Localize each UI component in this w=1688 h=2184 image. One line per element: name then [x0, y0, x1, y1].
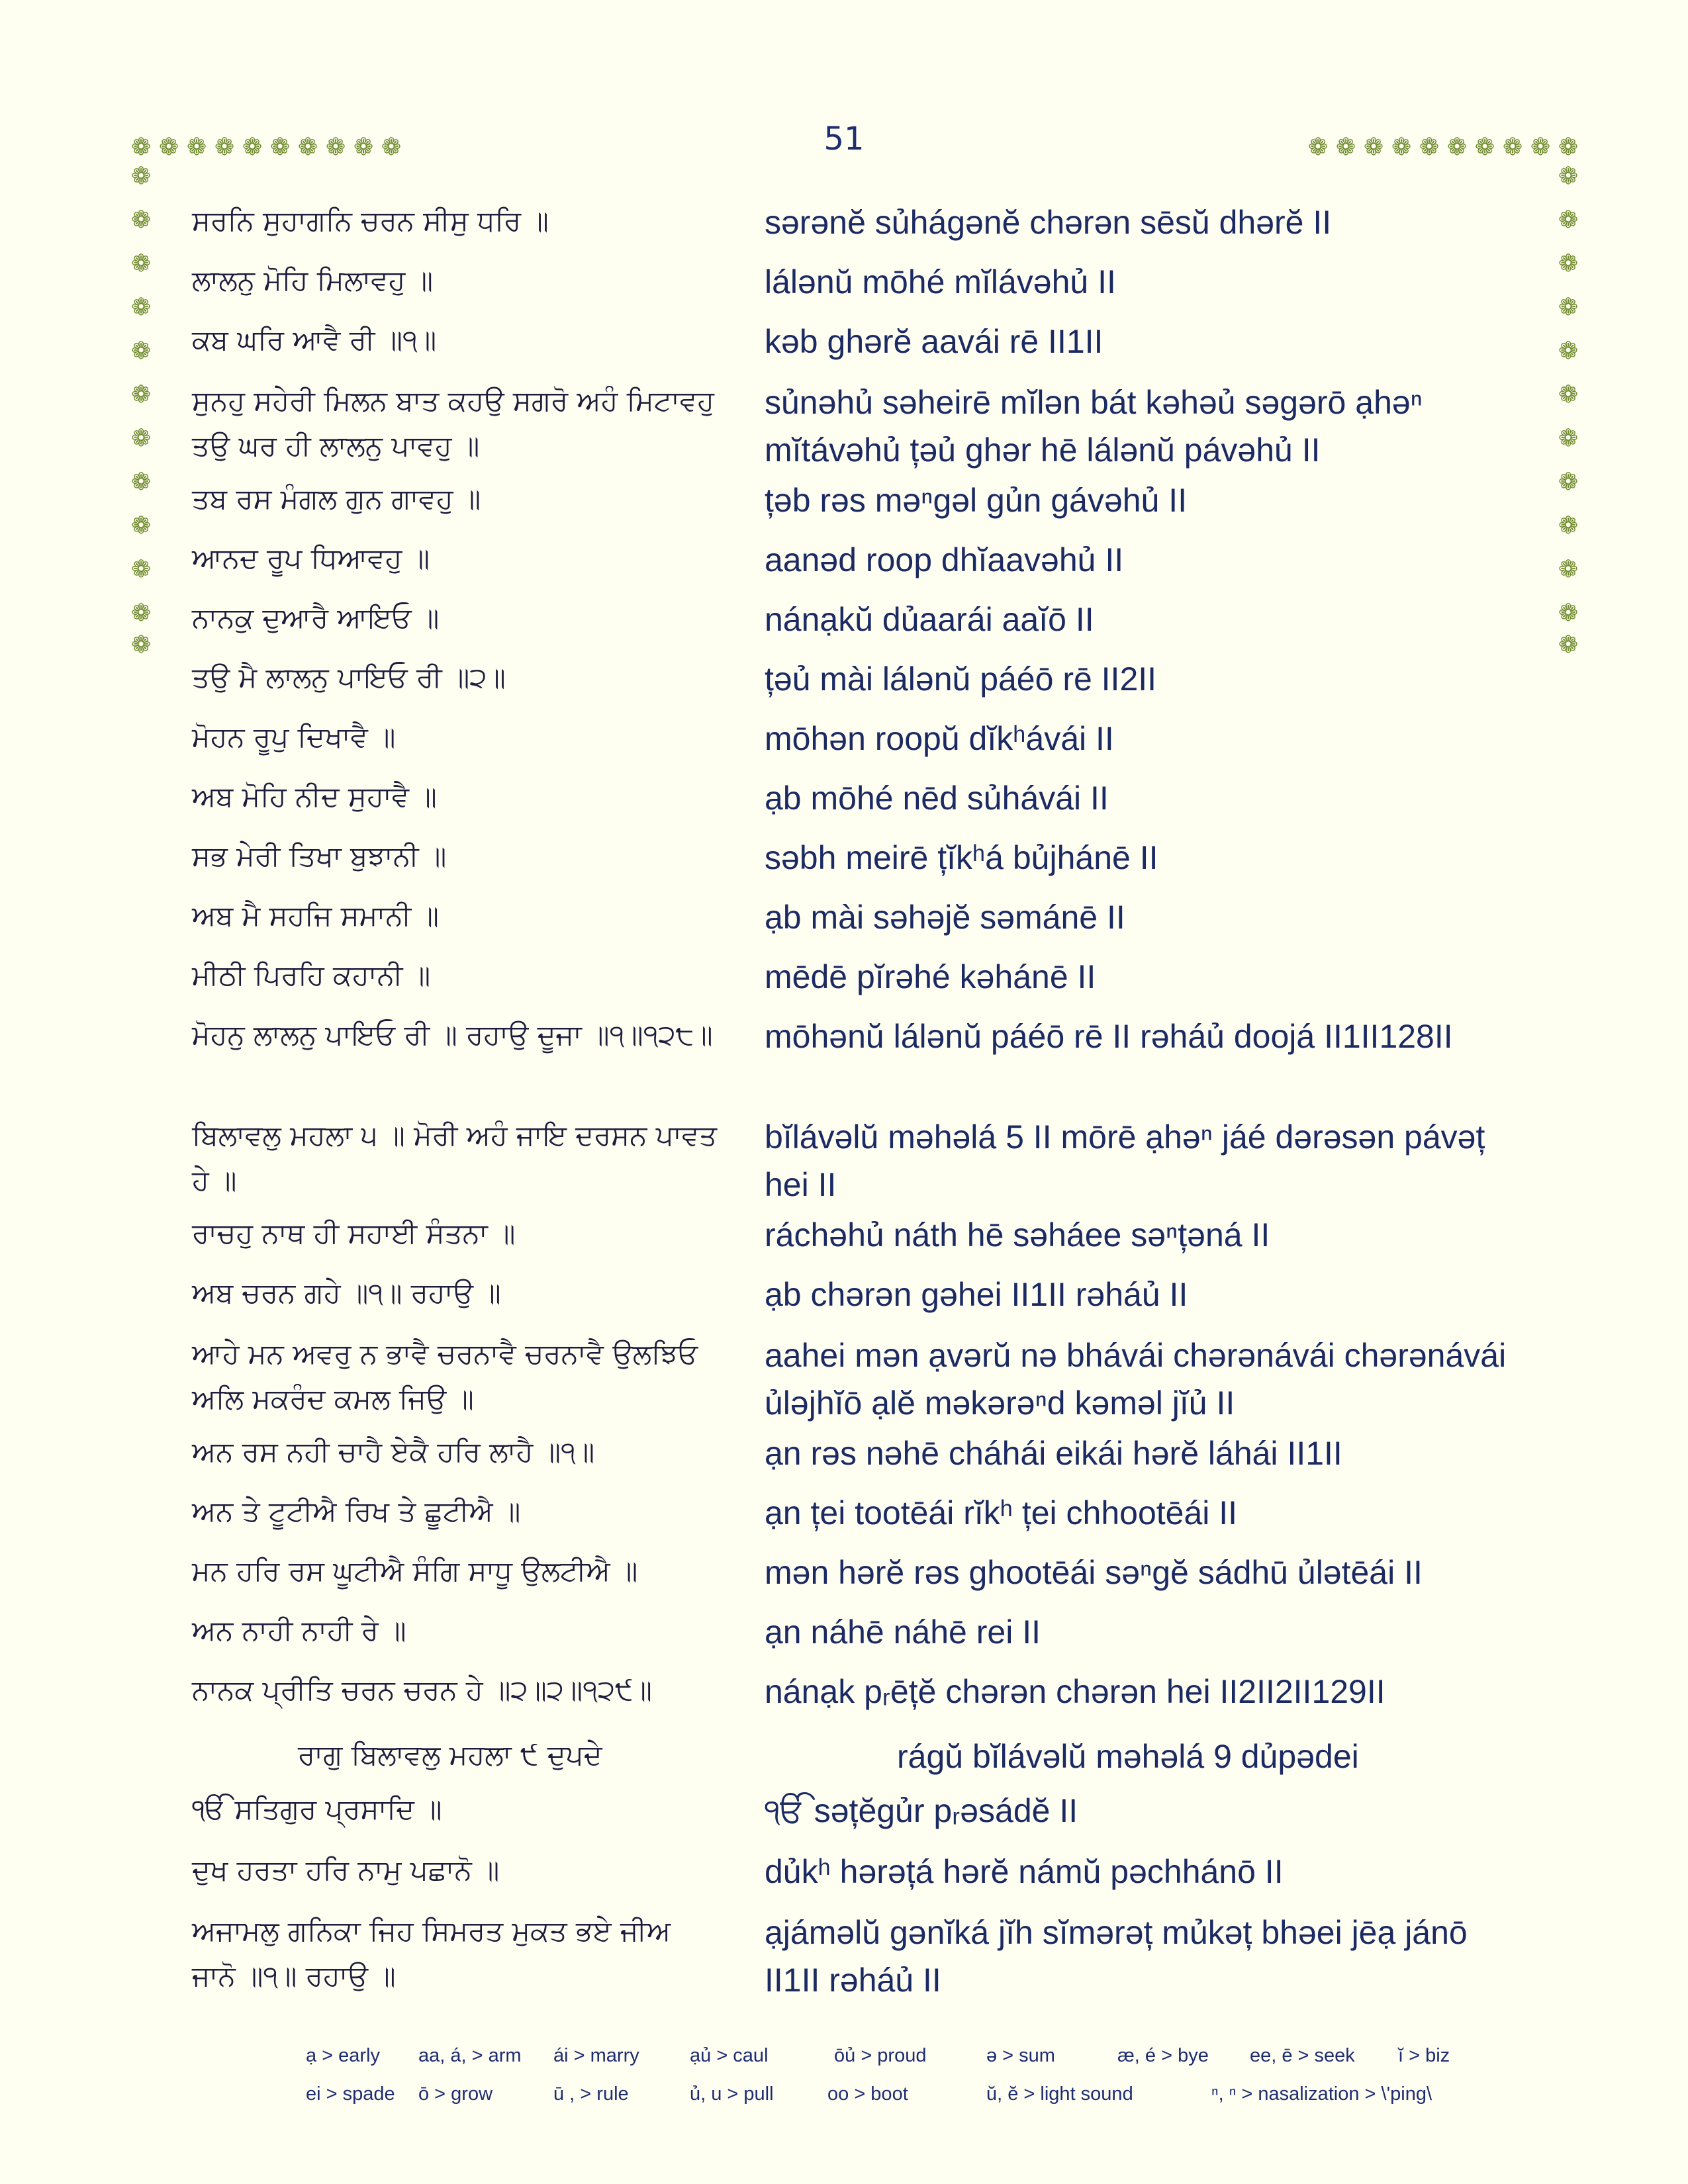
legend-item: ŭ, ĕ > light sound: [986, 2083, 1133, 2105]
gurmukhi-text: ਲਾਲਨੁ ਮੋਹਿ ਮਿਲਾਵਹੁ ॥: [192, 264, 433, 296]
flower-icon: ❁: [131, 134, 152, 161]
gurmukhi-text: ਅਨ ਤੇ ਟੂਟੀਐ ਰਿਖ ਤੇ ਛੂਟੀਐ ॥: [192, 1495, 521, 1527]
transliteration-text: lálənŭ mōhé mĭlávəhủ II: [765, 263, 1116, 300]
flower-icon: ❁: [131, 206, 152, 234]
legend-item: ee, ē > seek: [1250, 2045, 1355, 2066]
gurmukhi-text: ਨਾਨਕ ਪ੍ਰੀਤਿ ਚਰਨ ਚਰਨ ਹੇ ॥੨॥੨॥੧੨੯॥: [192, 1674, 652, 1706]
gurmukhi-text: ਮਨ ਹਰਿ ਰਸ ਘੂਟੀਐ ਸੰਗਿ ਸਾਧੂ ਉਲਟੀਐ ॥: [192, 1555, 638, 1587]
legend-item: oo > boot: [827, 2083, 908, 2105]
gurmukhi-text: ਅਜਾਮਲੁ ਗਨਿਕਾ ਜਿਹ ਸਿਮਰਤ ਮੁਕਤ ਭਏ ਜੀਅ ਜਾਨੋ ॥੧॥ ਰਹਾਉ ॥: [192, 1915, 671, 1992]
gurmukhi-text: ਨਾਨਕੁ ਦੁਆਰੈ ਆਇਓ ॥: [192, 602, 440, 634]
transliteration-text: sủnəhủ səheirē mĭlən bát kəhəủ səgərō ạhəⁿ mĭtávəhủ țəủ ghər hē lálənŭ pávəhủ II: [765, 384, 1423, 469]
legend-item: æ, é > bye: [1117, 2045, 1209, 2066]
page-number: 51: [823, 120, 865, 158]
legend-item: ạ > early: [306, 2045, 381, 2066]
legend-item: ủ, u > pull: [690, 2083, 774, 2105]
gurmukhi-text: ਮੋਹਨੁ ਲਾਲਨੁ ਪਾਇਓ ਰੀ ॥ ਰਹਾਉ ਦੂਜਾ ॥੧॥੧੨੮॥: [192, 1019, 713, 1051]
transliteration-text: țəb rəs məⁿgəl gủn gávəhủ II: [765, 482, 1188, 519]
flower-icon: ❁: [159, 134, 179, 161]
transliteration-text: ạn ței tootēái rĭkʰ ței chhootēái II: [765, 1494, 1238, 1531]
flower-icon: ❁: [1558, 631, 1579, 659]
flower-icon: ❁: [131, 631, 152, 659]
flower-icon: ❁: [1558, 425, 1579, 452]
flower-icon: ❁: [1364, 134, 1384, 161]
flower-icon: ❁: [298, 134, 318, 161]
flower-icon: ❁: [214, 134, 235, 161]
flower-icon: ❁: [1447, 134, 1468, 161]
flower-icon: ❁: [1530, 134, 1551, 161]
transliteration-text: ạjáməlŭ gənĭká jĭh sĭmərəț mủkəț bhəei jēạ jánō II1II rəháủ II: [765, 1914, 1468, 1999]
legend-item: ei > spade: [306, 2083, 395, 2105]
flower-icon: ❁: [1558, 206, 1579, 234]
gurmukhi-text: ਅਨ ਨਾਹੀ ਨਾਹੀ ਰੇ ॥: [192, 1614, 406, 1647]
flower-icon: ❁: [131, 512, 152, 539]
legend-item: ōủ > proud: [834, 2045, 927, 2066]
flower-icon: ❁: [1558, 600, 1579, 627]
gurmukhi-text: ਤਉ ਮੈ ਲਾਲਨੁ ਪਾਇਓ ਰੀ ॥੨॥: [192, 661, 506, 694]
legend-item: ū , > rule: [553, 2083, 629, 2105]
transliteration-text: mēdē pĭrəhé kəhánē II: [765, 958, 1096, 995]
transliteration-text: ạb mài səhəjĕ səmánē II: [765, 899, 1125, 936]
transliteration-text: rágŭ bĭlávəlŭ məhəlá 9 dủpədei: [897, 1738, 1359, 1775]
transliteration-text: ráchəhủ náth hē səháee səⁿțəná II: [765, 1216, 1270, 1253]
flower-icon: ❁: [1558, 294, 1579, 321]
gurmukhi-text: ਸੁਨਹੁ ਸਹੇਰੀ ਮਿਲਨ ਬਾਤ ਕਹਉ ਸਗਰੋ ਅਹੰ ਮਿਟਾਵਹੁ ਤਉ ਘਰ ਹੀ ਲਾਲਨੁ ਪਾਵਹੁ ॥: [192, 385, 714, 462]
flower-icon: ❁: [326, 134, 346, 161]
flower-icon: ❁: [1503, 134, 1523, 161]
flower-icon: ❁: [131, 294, 152, 321]
gurmukhi-text: ਮੀਠੀ ਪਿਰਹਿ ਕਹਾਨੀ ॥: [192, 959, 431, 991]
transliteration-text: dủkʰ hərəțá hərĕ námŭ pəchhánō II: [765, 1853, 1284, 1890]
transliteration-text: ạb chərən gəhei II1II rəháủ II: [765, 1276, 1188, 1313]
gurmukhi-text: ਆਹੇ ਮਨ ਅਵਰੁ ਨ ਭਾਵੈ ਚਰਨਾਵੈ ਚਰਨਾਵੈ ਉਲਝਿਓ ਅਲਿ ਮਕਰੰਦ ਕਮਲ ਜਿਉ ॥: [192, 1338, 698, 1415]
legend-item: ō > grow: [418, 2083, 493, 2105]
transliteration-text: ạb mōhé nēd sủhávái II: [765, 780, 1109, 817]
flower-icon: ❁: [242, 134, 263, 161]
legend-item: ạủ > caul: [690, 2045, 769, 2066]
flower-icon: ❁: [1558, 381, 1579, 408]
flower-icon: ❁: [270, 134, 291, 161]
flower-icon: ❁: [1558, 469, 1579, 496]
gurmukhi-text: ਸਰਨਿ ਸੁਹਾਗਨਿ ਚਰਨ ਸੀਸੁ ਧਰਿ ॥: [192, 205, 549, 237]
gurmukhi-text: ਰਾਗੁ ਬਿਲਾਵਲੁ ਮਹਲਾ ੯ ਦੁਪਦੇ: [298, 1739, 602, 1771]
gurmukhi-text: ਕਬ ਘਰਿ ਆਵੈ ਰੀ ॥੧॥: [192, 324, 437, 356]
gurmukhi-text: ਆਨਦ ਰੂਪ ਧਿਆਵਹੁ ॥: [192, 542, 430, 574]
flower-icon: ❁: [353, 134, 374, 161]
flower-icon: ❁: [131, 425, 152, 452]
transliteration-text: nánạk pᵣēțĕ chərən chərən hei II2II2II129II: [765, 1673, 1385, 1710]
transliteration-text: mən hərĕ rəs ghootēái səⁿgĕ sádhū ủlətēái II: [765, 1554, 1423, 1591]
flower-icon: ❁: [1336, 134, 1356, 161]
gurmukhi-text: ਅਬ ਚਰਨ ਗਹੇ ॥੧॥ ਰਹਾਉ ॥: [192, 1277, 501, 1309]
transliteration-text: ੴ səțĕgủr pᵣəsádĕ II: [765, 1792, 1078, 1829]
flower-icon: ❁: [1558, 163, 1579, 190]
flower-icon: ❁: [131, 338, 152, 365]
gurmukhi-text: ਅਨ ਰਸ ਨਹੀ ਚਾਹੈ ਏਕੈ ਹਰਿ ਲਾਹੈ ॥੧॥: [192, 1435, 595, 1468]
transliteration-text: aahei mən ạvərŭ nə bhávái chərənávái chərənávái ủləjhĭō ạlĕ məkərəⁿd kəməl jĭủ II: [765, 1337, 1507, 1422]
transliteration-text: ạn náhē náhē rei II: [765, 1614, 1041, 1651]
gurmukhi-text: ਦੁਖ ਹਰਤਾ ਹਰਿ ਨਾਮੁ ਪਛਾਨੋ ॥: [192, 1854, 500, 1886]
transliteration-text: səbh meirē țĭkʰá bủjhánē II: [765, 839, 1158, 876]
transliteration-text: aanəd roop dhĭaavəhủ II: [765, 541, 1124, 578]
gurmukhi-text: ਸਭ ਮੇਰੀ ਤਿਖਾ ਬੁਝਾਨੀ ॥: [192, 840, 447, 872]
flower-icon: ❁: [131, 250, 152, 277]
transliteration-text: sərənĕ sủhágənĕ chərən sēsŭ dhərĕ II: [765, 204, 1332, 241]
legend-item: ⁿ, ⁿ > nasalization > \'ping\: [1211, 2083, 1432, 2105]
transliteration-text: țəủ mài lálənŭ páéō rē II2II: [765, 660, 1157, 698]
legend-item: ái > marry: [553, 2045, 639, 2066]
flower-icon: ❁: [131, 163, 152, 190]
gurmukhi-text: ਅਬ ਮੈ ਸਹਜਿ ਸਮਾਨੀ ॥: [192, 899, 439, 932]
flower-icon: ❁: [1475, 134, 1495, 161]
legend-item: ə > sum: [986, 2045, 1055, 2066]
flower-icon: ❁: [1558, 134, 1579, 161]
gurmukhi-text: ਅਬ ਮੋਹਿ ਨੀਦ ਸੁਹਾਵੈ ॥: [192, 780, 437, 813]
flower-icon: ❁: [1558, 338, 1579, 365]
transliteration-text: ạn rəs nəhē cháhái eikái hərĕ láhái II1II: [765, 1435, 1342, 1472]
flower-icon: ❁: [1558, 250, 1579, 277]
flower-icon: ❁: [131, 600, 152, 627]
flower-icon: ❁: [1558, 556, 1579, 583]
flower-icon: ❁: [131, 556, 152, 583]
transliteration-text: mōhənŭ lálənŭ páéō rē II rəháủ doojá II1II128II: [765, 1018, 1453, 1055]
flower-icon: ❁: [187, 134, 207, 161]
flower-icon: ❁: [381, 134, 402, 161]
transliteration-text: nánạkŭ dủaarái aaĭō II: [765, 601, 1094, 638]
legend-item: ĭ > biz: [1398, 2045, 1450, 2066]
flower-icon: ❁: [1391, 134, 1412, 161]
legend-item: aa, á, > arm: [418, 2045, 522, 2066]
flower-icon: ❁: [1558, 512, 1579, 539]
transliteration-text: kəb ghərĕ aavái rē II1II: [765, 323, 1103, 360]
gurmukhi-text: ਬਿਲਾਵਲੁ ਮਹਲਾ ੫ ॥ ਮੋਰੀ ਅਹੰ ਜਾਇ ਦਰਸਨ ਪਾਵਤ ਹੇ ॥: [192, 1119, 718, 1197]
gurmukhi-text: ਮੋਹਨ ਰੂਪੁ ਦਿਖਾਵੈ ॥: [192, 721, 396, 753]
gurmukhi-text: ਤਬ ਰਸ ਮੰਗਲ ਗੁਨ ਗਾਵਹੁ ॥: [192, 482, 481, 515]
gurmukhi-text: ਰਾਚਹੁ ਨਾਥ ਹੀ ਸਹਾਈ ਸੰਤਨਾ ॥: [192, 1217, 516, 1250]
flower-icon: ❁: [1419, 134, 1440, 161]
flower-icon: ❁: [1308, 134, 1329, 161]
flower-icon: ❁: [131, 381, 152, 408]
transliteration-text: bĭlávəlŭ məhəlá 5 II mōrē ạhəⁿ jáé dərəsən pávəț hei II: [765, 1118, 1485, 1203]
transliteration-text: mōhən roopŭ dĭkʰávái II: [765, 720, 1114, 757]
gurmukhi-text: ੴ ਸਤਿਗੁਰ ਪ੍ਰਸਾਦਿ ॥: [192, 1793, 442, 1825]
flower-icon: ❁: [131, 469, 152, 496]
